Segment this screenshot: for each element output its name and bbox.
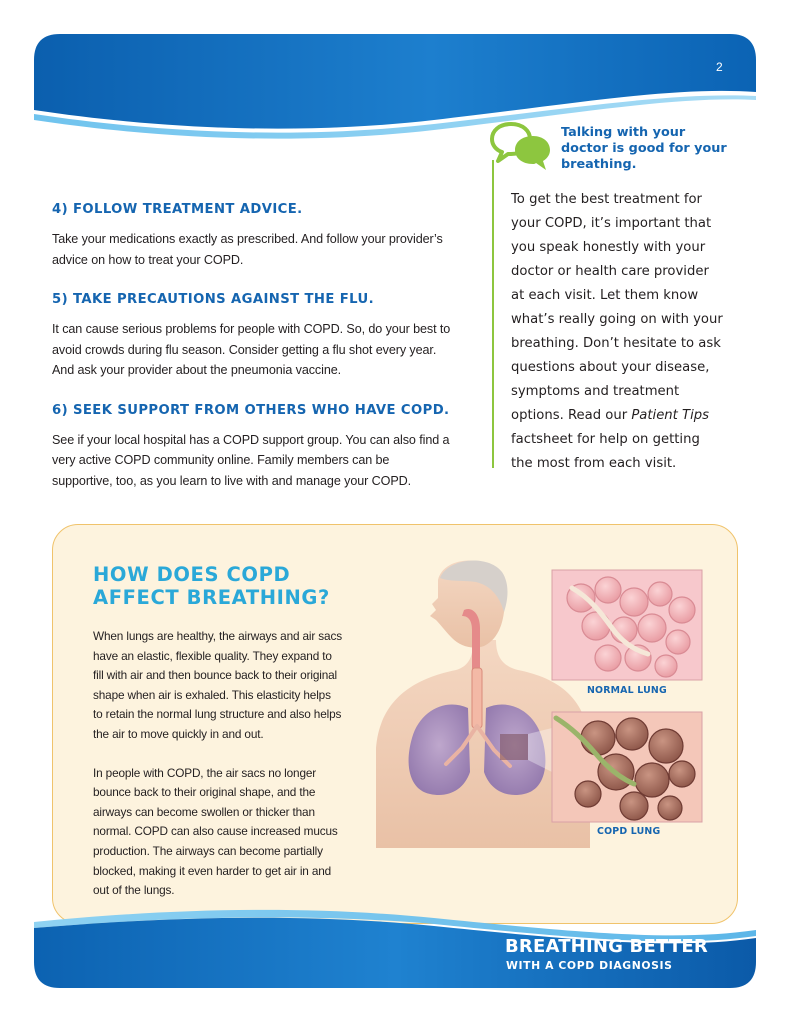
- info-box-title-line: AFFECT BREATHING?: [93, 586, 330, 609]
- copd-lung-illustration: [376, 558, 716, 848]
- copd-lung-label: COPD LUNG: [597, 826, 661, 837]
- sidebar-line: what’s really going on with your: [511, 312, 723, 327]
- sidebar-line: doctor or health care provider: [511, 264, 709, 279]
- section-body-treatment: Take your medications exactly as prescribed. And follow your provider’s advice on how to treat your COPD.: [52, 232, 443, 267]
- trachea-shape: [472, 668, 482, 728]
- advice-sections: [52, 202, 452, 491]
- info-paragraph: When lungs are healthy, the airways and air sacs have an elastic, flexible quality. They expand to fill with air and then bounce back to their original shape when air is exhaled. This elasticity helps to retain the normal lung structure and also helps the air to move quickly in and out.: [93, 629, 342, 741]
- info-box-body: [93, 627, 343, 920]
- sidebar-divider: [492, 160, 494, 468]
- sidebar-line-text: options. Read our: [511, 408, 632, 423]
- normal-lung-label: NORMAL LUNG: [587, 685, 667, 696]
- patient-tips-title: Patient Tips: [631, 408, 709, 423]
- sidebar-line: To get the best treatment for: [511, 192, 702, 207]
- section-heading-flu: 5) TAKE PRECAUTIONS AGAINST THE FLU.: [52, 292, 374, 307]
- sidebar-body: [511, 188, 741, 476]
- sidebar-line: at each visit. Let them know: [511, 288, 699, 303]
- info-paragraph: In people with COPD, the air sacs no longer bounce back to their original shape, and the airways can become swollen or thicker than normal. COPD can also cause increased mucus production. The airways can become partially blocked, making it even harder to get air in and out of the lungs.: [93, 765, 338, 898]
- footer-subtitle: WITH A COPD DIAGNOSIS: [506, 959, 673, 972]
- speech-bubbles-icon: [489, 120, 553, 174]
- sidebar-line: symptoms and treatment: [511, 384, 680, 399]
- section-heading-support: 6) SEEK SUPPORT FROM OTHERS WHO HAVE COPD.: [52, 402, 450, 418]
- sidebar-line: [511, 404, 741, 428]
- footer-title: BREATHING BETTER: [505, 936, 708, 957]
- sidebar-line: factsheet for help on getting: [511, 432, 700, 447]
- section-heading-treatment: 4) FOLLOW TREATMENT ADVICE.: [52, 202, 303, 217]
- section-body-support: See if your local hospital has a COPD support group. You can also find a very active COPD community online. Family members can be supportive, too, as you learn to live with and manage your COPD.: [52, 432, 450, 488]
- sidebar-title: Talking with your doctor is good for your breathing.: [561, 125, 727, 172]
- sidebar-line: the most from each visit.: [511, 456, 677, 471]
- page-number: 2: [716, 60, 723, 74]
- sidebar-line: your COPD, it’s important that: [511, 216, 712, 231]
- sidebar-line: questions about your disease,: [511, 360, 710, 375]
- sidebar-line: breathing. Don’t hesitate to ask: [511, 336, 721, 351]
- info-box-title-line: HOW DOES COPD: [93, 563, 291, 586]
- diseased-region: [500, 734, 528, 760]
- info-box-title: [93, 563, 383, 609]
- sidebar-line: you speak honestly with your: [511, 240, 706, 255]
- section-body-flu: It can cause serious problems for people with COPD. So, do your best to avoid crowds during flu season. Consider getting a flu shot every year. And ask your provider about the pneumonia vaccine.: [52, 322, 451, 377]
